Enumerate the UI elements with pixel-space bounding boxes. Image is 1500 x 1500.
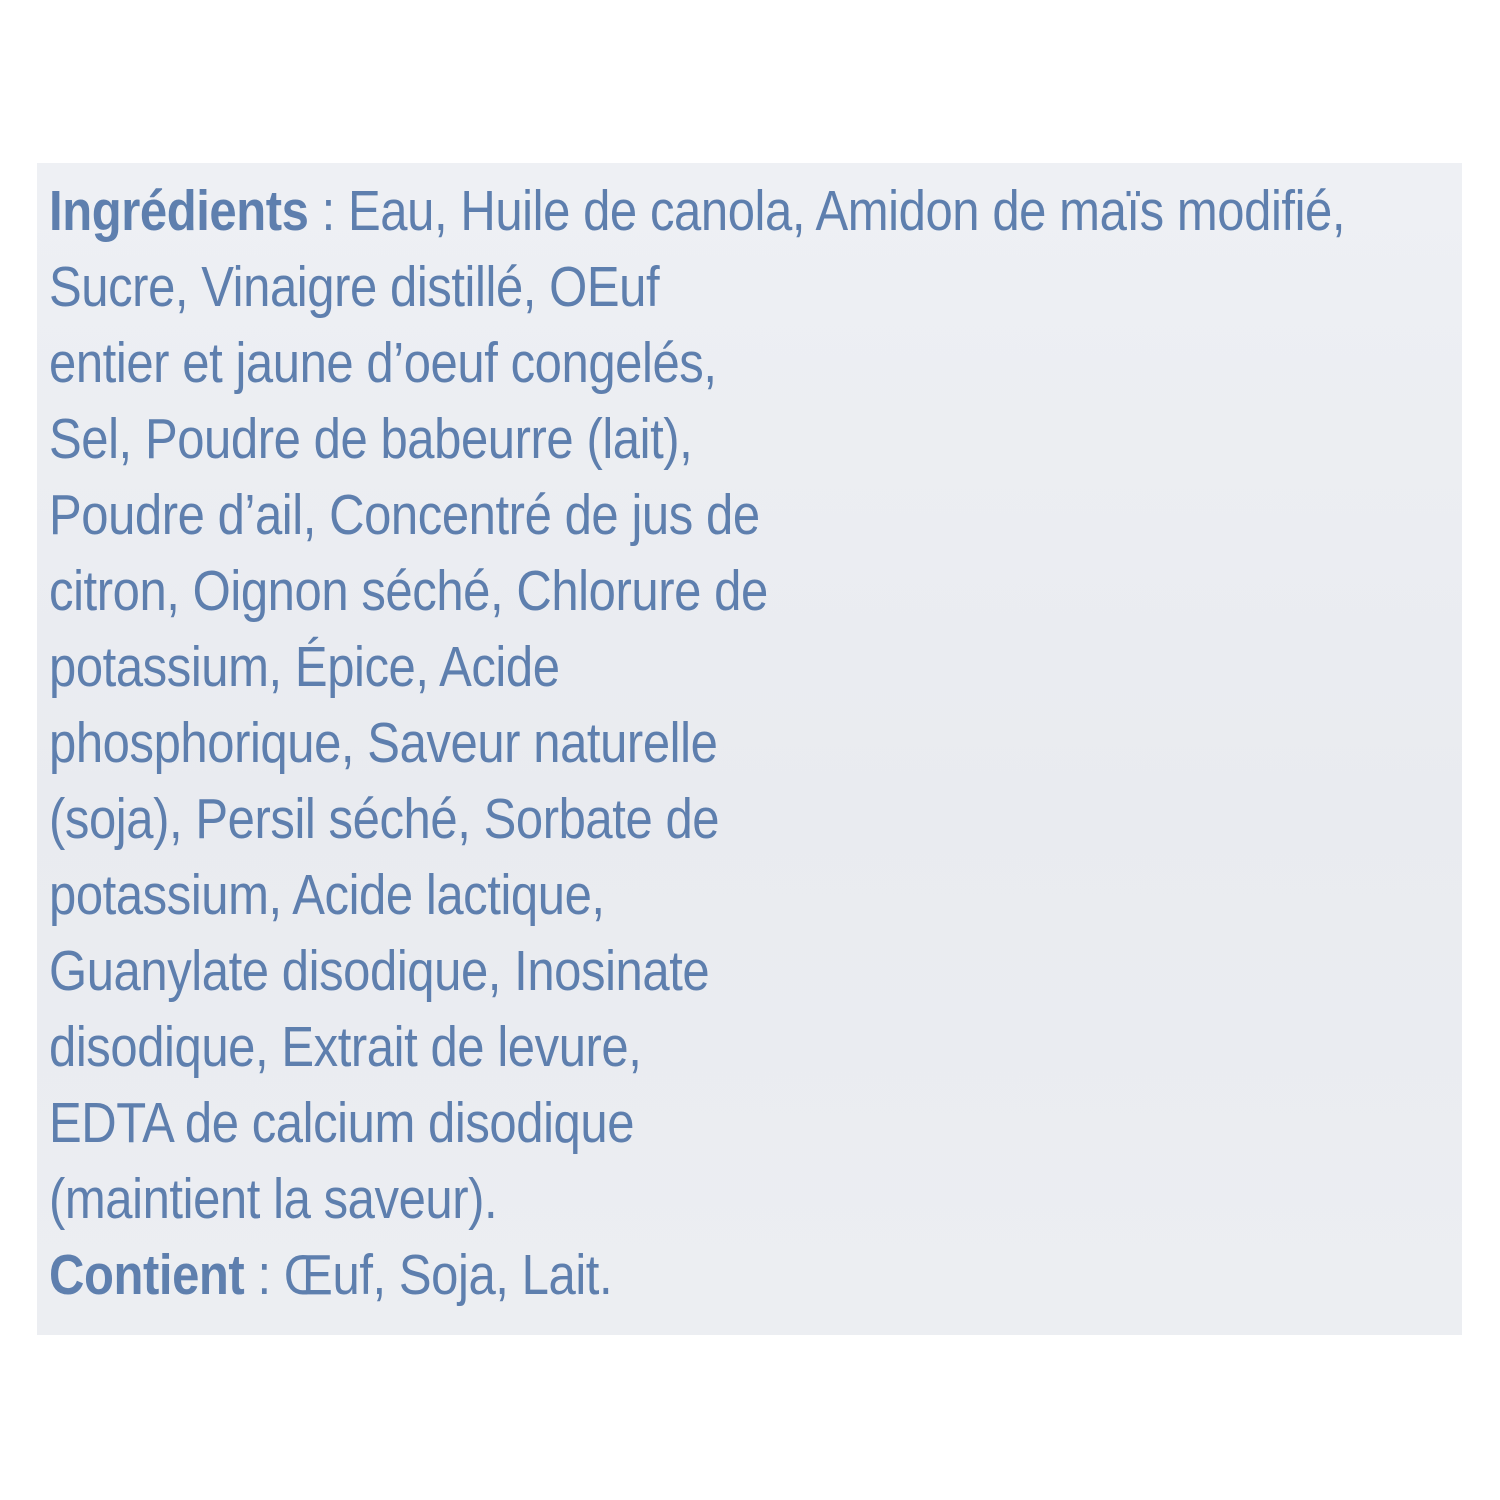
ingredients-line-12: disodique, Extrait de levure, [49, 1015, 642, 1079]
ingredients-line-text: : Eau, Huile de canola, Amidon de maïs modifié, [308, 179, 1346, 243]
ingredients-line-5: Poudre d’ail, Concentré de jus de [49, 483, 760, 547]
contains-line [49, 1237, 1345, 1313]
ingredients-line-7: potassium, Épice, Acide [49, 635, 560, 699]
ingredients-line-10: potassium, Acide lactique, [49, 863, 605, 927]
ingredients-label-panel [37, 163, 1462, 1335]
ingredients-text-block [49, 173, 1500, 1313]
ingredients-line-8: phosphorique, Saveur naturelle [49, 711, 718, 775]
contains-heading: Contient [49, 1243, 245, 1307]
contains-text: : Œuf, Soja, Lait. [244, 1243, 613, 1307]
ingredients-line-1 [49, 173, 1345, 249]
ingredients-heading: Ingrédients [49, 179, 309, 243]
ingredients-line-9: (soja), Persil séché, Sorbate de [49, 787, 720, 851]
ingredients-line-6: citron, Oignon séché, Chlorure de [49, 559, 768, 623]
ingredients-line-14: (maintient la saveur). [49, 1167, 498, 1231]
ingredients-line-3: entier et jaune d’oeuf congelés, [49, 331, 717, 395]
ingredients-line-11: Guanylate disodique, Inosinate [49, 939, 710, 1003]
ingredients-line-13: EDTA de calcium disodique [49, 1091, 635, 1155]
ingredients-line-4: Sel, Poudre de babeurre (lait), [49, 407, 693, 471]
ingredients-line-2: Sucre, Vinaigre distillé, OEuf [49, 255, 660, 319]
